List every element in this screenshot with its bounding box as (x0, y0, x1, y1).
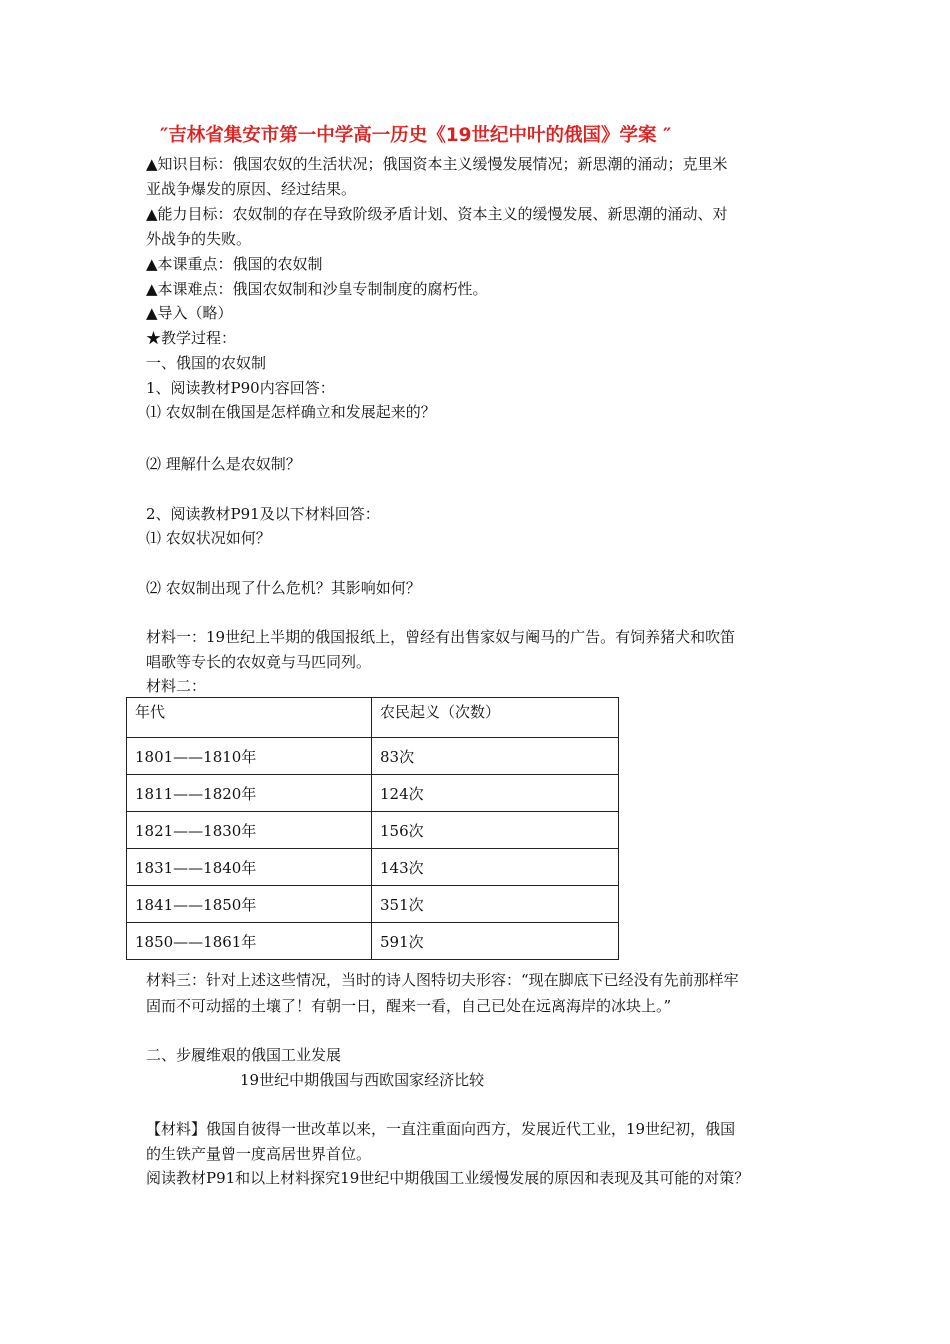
knowledge-objective-line1: ▲知识目标：俄国农奴的生活状况；俄国资本主义缓慢发展情况；新思潮的涌动；克里米 (146, 155, 728, 173)
table-cell-count: 156次 (372, 812, 619, 849)
key-point: ▲本课重点：俄国的农奴制 (146, 255, 323, 273)
section2-subheading: 19世纪中期俄国与西欧国家经济比较 (240, 1071, 485, 1089)
table-cell-count: 83次 (372, 738, 619, 775)
table-cell-period: 1850——1861年 (127, 923, 372, 960)
table-header-row (127, 698, 619, 738)
material2-label: 材料二： (146, 677, 207, 695)
q2-a: ⑴ 农奴状况如何？ (146, 529, 271, 547)
table-cell-count: 124次 (372, 775, 619, 812)
material1-line2: 唱歌等专长的农奴竟与马匹同列。 (146, 653, 372, 671)
q1-intro: 1、阅读教材P90内容回答： (146, 379, 335, 397)
table-cell-period: 1801——1810年 (127, 738, 372, 775)
difficult-point: ▲本课难点：俄国农奴制和沙皇专制制度的腐朽性。 (146, 280, 488, 298)
table-cell-period: 1811——1820年 (127, 775, 372, 812)
table-cell-period: 1841——1850年 (127, 886, 372, 923)
table-cell-period: 1821——1830年 (127, 812, 372, 849)
ability-objective-line2: 外战争的失败。 (146, 230, 252, 248)
q1-a: ⑴ 农奴制在俄国是怎样确立和发展起来的？ (146, 403, 436, 421)
table-header-cell: 农民起义（次数） (372, 698, 619, 738)
table-row (127, 775, 619, 812)
table-cell-count: 351次 (372, 886, 619, 923)
table-header-cell: 年代 (127, 698, 372, 738)
q1-b: ⑵ 理解什么是农奴制？ (146, 455, 301, 473)
q2-b: ⑵ 农奴制出现了什么危机？其影响如何？ (146, 579, 421, 597)
table-row (127, 812, 619, 849)
material3-line2: 固而不可动摇的土壤了！有朝一日，醒来一看，自己已处在远离海岸的冰块上。” (146, 997, 672, 1015)
material1-line1: 材料一：19世纪上半期的俄国报纸上，曾经有出售家奴与阉马的广告。有饲养猪犬和吹笛 (146, 628, 736, 646)
section2-material-line2: 的生铁产量曾一度高居世界首位。 (146, 1145, 372, 1163)
section2-question: 阅读教材P91和以上材料探究19世纪中期俄国工业缓慢发展的原因和表现及其可能的对策？ (146, 1169, 750, 1187)
section1-heading: 一、俄国的农奴制 (146, 354, 267, 372)
ability-objective-line1: ▲能力目标：农奴制的存在导致阶级矛盾计划、资本主义的缓慢发展、新思潮的涌动、对 (146, 205, 728, 223)
document-title: ″吉林省集安市第一中学高一历史《19世纪中叶的俄国》学案 ″ (160, 125, 672, 146)
table-row (127, 738, 619, 775)
table-cell-count: 143次 (372, 849, 619, 886)
table-row (127, 849, 619, 886)
section2-material-line1: 【材料】俄国自彼得一世改革以来，一直注重面向西方，发展近代工业，19世纪初，俄国 (146, 1120, 736, 1138)
table-row (127, 923, 619, 960)
process-heading: ★教学过程： (146, 329, 237, 347)
intro-line: ▲导入（略） (146, 304, 233, 322)
material3-line1: 材料三：针对上述这些情况，当时的诗人图特切夫形容：“现在脚底下已经没有先前那样牢 (146, 971, 739, 989)
table-row (127, 886, 619, 923)
knowledge-objective-line2: 亚战争爆发的原因、经过结果。 (146, 180, 357, 198)
table-cell-period: 1831——1840年 (127, 849, 372, 886)
q2-intro: 2、阅读教材P91及以下材料回答： (146, 505, 380, 523)
table-cell-count: 591次 (372, 923, 619, 960)
section2-heading: 二、步履维艰的俄国工业发展 (146, 1046, 342, 1064)
peasant-uprising-table (126, 697, 619, 960)
